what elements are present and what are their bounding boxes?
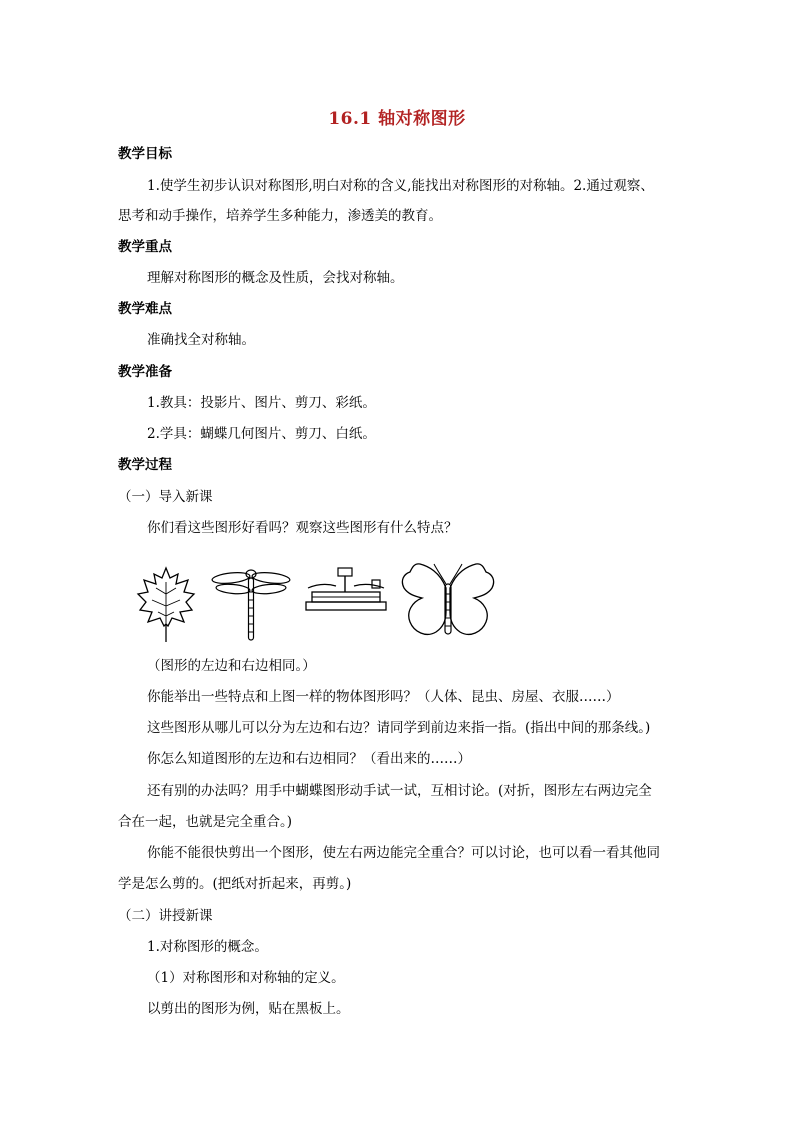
leaf-icon: [134, 562, 198, 646]
part1-question-6-line-2: 学是怎么剪的。(把纸对折起来，再剪。): [118, 876, 352, 892]
goal-line-1: 1.使学生初步认识对称图形,明白对称的含义,能找出对称图形的对称轴。2.通过观察、: [147, 178, 654, 194]
balance-scale-icon: [302, 562, 390, 646]
key-heading: 教学重点: [118, 239, 172, 255]
dragonfly-icon: [210, 562, 292, 646]
goal-heading: 教学目标: [118, 146, 172, 162]
part2-text-1: 以剪出的图形为例，贴在黑板上。: [147, 1001, 350, 1017]
prep-item-1: 1.教具：投影片、图片、剪刀、彩纸。: [147, 395, 376, 411]
prep-heading: 教学准备: [118, 364, 172, 380]
part1-heading: （一）导入新课: [118, 489, 213, 505]
goal-line-2: 思考和动手操作，培养学生多种能力，渗透美的教育。: [118, 208, 442, 224]
symmetric-figures: [134, 562, 504, 646]
prep-item-2: 2.学具：蝴蝶几何图片、剪刀、白纸。: [147, 426, 376, 442]
difficulty-heading: 教学难点: [118, 301, 172, 317]
part1-question-5-line-2: 合在一起，也就是完全重合。): [118, 814, 293, 830]
part1-question-2: 你能举出一些特点和上图一样的物体图形吗？（人体、昆虫、房屋、衣服……）: [147, 689, 620, 705]
page-title: 16.1 轴对称图形: [328, 109, 466, 129]
part1-question-6-line-1: 你能不能很快剪出一个图形，使左右两边能完全重合？可以讨论，也可以看一看其他同: [147, 845, 660, 861]
part2-heading: （二）讲授新课: [118, 908, 213, 924]
part1-answer-1: （图形的左边和右边相同。）: [147, 658, 316, 674]
part2-item-1: 1.对称图形的概念。: [147, 939, 268, 955]
butterfly-icon: [400, 562, 496, 646]
difficulty-text: 准确找全对称轴。: [147, 332, 255, 348]
part2-sub-1: （1）对称图形和对称轴的定义。: [147, 970, 345, 986]
key-text: 理解对称图形的概念及性质，会找对称轴。: [147, 270, 404, 286]
part1-question-5-line-1: 还有别的办法吗？用手中蝴蝶图形动手试一试，互相讨论。(对折，图形左右两边完全: [147, 783, 652, 799]
part1-question-4: 你怎么知道图形的左边和右边相同？（看出来的……）: [147, 751, 471, 767]
part1-question-3: 这些图形从哪儿可以分为左边和右边？请同学到前边来指一指。(指出中间的那条线。): [147, 720, 651, 736]
process-heading: 教学过程: [118, 457, 172, 473]
part1-question-1: 你们看这些图形好看吗？观察这些图形有什么特点？: [147, 520, 458, 536]
